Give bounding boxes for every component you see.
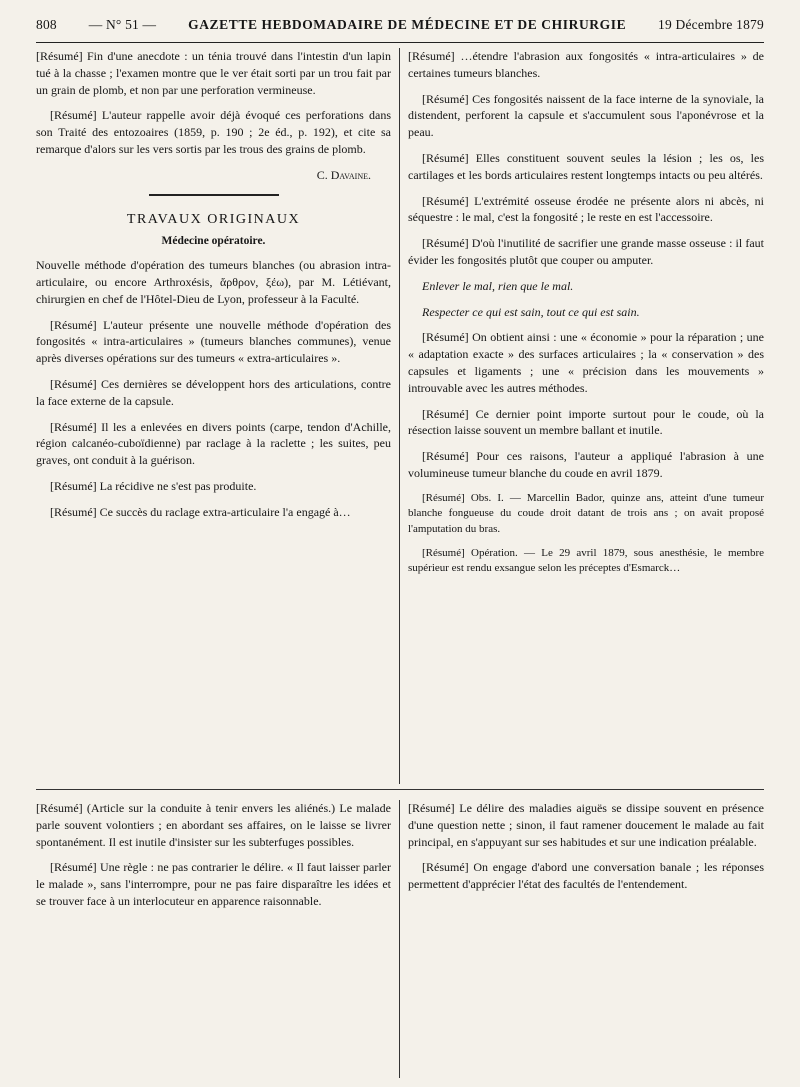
paragraph: [Résumé] (Article sur la conduite à tenir envers les aliénés.) Le malade parle souvent volontiers ; en abordant ses affaires, on le laisse se livrer spontanément. Il est inutile d'insister sur les subterfuges possibles. (36, 801, 391, 849)
page-number: 808 (36, 17, 57, 32)
journal-title: GAZETTE HEBDOMADAIRE DE MÉDECINE ET DE CHIRURGIE (188, 17, 627, 32)
paragraph: [Résumé] L'auteur rappelle avoir déjà évoqué ces perforations dans son Traité des entozoaires (1859, p. 190 ; 2e éd., p. 192), et cite sa remarque d'alors sur les vers sortis par les trous des grains de plomb. (36, 108, 391, 156)
maxim: Respecter ce qui est sain, tout ce qui est sain. (422, 304, 640, 319)
paragraph: [Résumé] Ce succès du raclage extra-articulaire l'a engagé à… (50, 504, 351, 519)
paragraph: [Résumé] L'extrémité osseuse érodée ne présente alors ni abcès, ni séquestre : le mal, c'est la fongosité ; le reste en est l'accessoire. (408, 193, 764, 225)
running-header (36, 12, 764, 38)
column-right-bottom (408, 800, 764, 902)
band-divider (36, 789, 764, 790)
section-heading: TRAVAUX ORIGINAUX (126, 211, 301, 227)
paragraph: [Résumé] On obtient ainsi : une « économie » pour la réparation ; une « adaptation exacte » des surfaces articulaires ; la « conservation » des capsules et ligaments ; une « précision dans les mouvements » introuvable avec les autres méthodes. (408, 330, 764, 395)
section-separator (149, 194, 279, 196)
paragraph: [Résumé] Une règle : ne pas contrarier le délire. « Il faut laisser parler le malade », sans l'interrompre, pour ne pas faire disparaître les idées et se trouver face à un interlocuteur en apparence raisonnable. (36, 860, 391, 908)
paragraph: [Résumé] Elles constituent souvent seules la lésion ; les os, les cartilages et les bords articulaires restent longtemps intacts ou peu altérés. (408, 150, 764, 182)
paragraph: [Résumé] D'où l'inutilité de sacrifier une grande masse osseuse : il faut évider les fongosités plutôt que couper ou amputer. (408, 236, 764, 267)
paragraph: [Résumé] Ce dernier point importe surtout pour le coude, où la résection laisse souvent un membre ballant et inutile. (408, 406, 764, 438)
issue-number: — N° 51 — (88, 17, 157, 32)
signature: C. Davaine. (316, 167, 371, 182)
column-divider (399, 48, 400, 784)
observation-note: [Résumé] Obs. I. — Marcellin Bador, quinze ans, atteint d'une tumeur blanche fongueuse du coude droit datant de trois ans ; on avait proposé l'amputation du bras. (408, 491, 764, 535)
paragraph: [Résumé] Il les a enlevées en divers points (carpe, tendon d'Achille, région calcanéo-cuboïdienne) par raclage à la raclette ; les suites, peu graves, ont conduit à la guérison. (36, 419, 391, 468)
issue-date: 19 Décembre 1879 (658, 17, 764, 32)
paragraph: [Résumé] La récidive ne s'est pas produite. (50, 479, 257, 494)
article-byline: Nouvelle méthode d'opération des tumeurs blanches (ou abrasion intra-articulaire, ou encore Arthroxésis, ἄρθρον, ξέω), par M. Létiévant, chirurgien en chef de l'Hôtel-Dieu de Lyon, professeur à la Faculté. (36, 258, 391, 306)
paragraph: [Résumé] Pour ces raisons, l'auteur a appliqué l'abrasion à une volumineuse tumeur blanche du coude en avril 1879. (408, 449, 764, 480)
column-left-bottom (36, 800, 391, 919)
operation-note: [Résumé] Opération. — Le 29 avril 1879, sous anesthésie, le membre supérieur est rendu exsangue selon les préceptes d'Esmarck… (408, 546, 764, 575)
paragraph: [Résumé] Fin d'une anecdote : un ténia trouvé dans l'intestin d'un lapin tué à la chasse ; l'examen montre que le ver était sorti par un trou fait par un grain de plomb, et non par une perforation vermineuse. (36, 49, 391, 97)
subsection-heading: Médecine opératoire. (161, 235, 266, 248)
paragraph: [Résumé] Le délire des maladies aiguës se dissipe souvent en présence d'une question nette ; sinon, il faut ramener doucement le malade au fait principal, en s'appuyant sur ses habitudes et sur une indication préalable. (408, 801, 764, 849)
column-right-top (408, 48, 764, 586)
paragraph: [Résumé] L'auteur présente une nouvelle méthode d'opération des fongosités « intra-articulaires » (tumeurs blanches communes), venue après diverses opérations sur des tumeurs « extra-articulaires ». (36, 317, 391, 366)
paragraph: [Résumé] On engage d'abord une conversation banale ; les réponses permettent d'apprécier l'état des facultés de l'entendement. (408, 860, 764, 892)
maxim: Enlever le mal, rien que le mal. (422, 278, 574, 293)
header-rule (36, 42, 764, 43)
paragraph: [Résumé] Ces fongosités naissent de la face interne de la synoviale, la distendent, perforent la capsule et s'accumulent sous l'aponévrose et la peau. (408, 91, 764, 140)
column-divider (399, 800, 400, 1078)
paragraph: [Résumé] …étendre l'abrasion aux fongosités « intra-articulaires » de certaines tumeurs blanches. (408, 49, 764, 80)
paragraph: [Résumé] Ces dernières se développent hors des articulations, contre la face externe de la capsule. (36, 377, 391, 408)
column-left-top (36, 48, 391, 530)
